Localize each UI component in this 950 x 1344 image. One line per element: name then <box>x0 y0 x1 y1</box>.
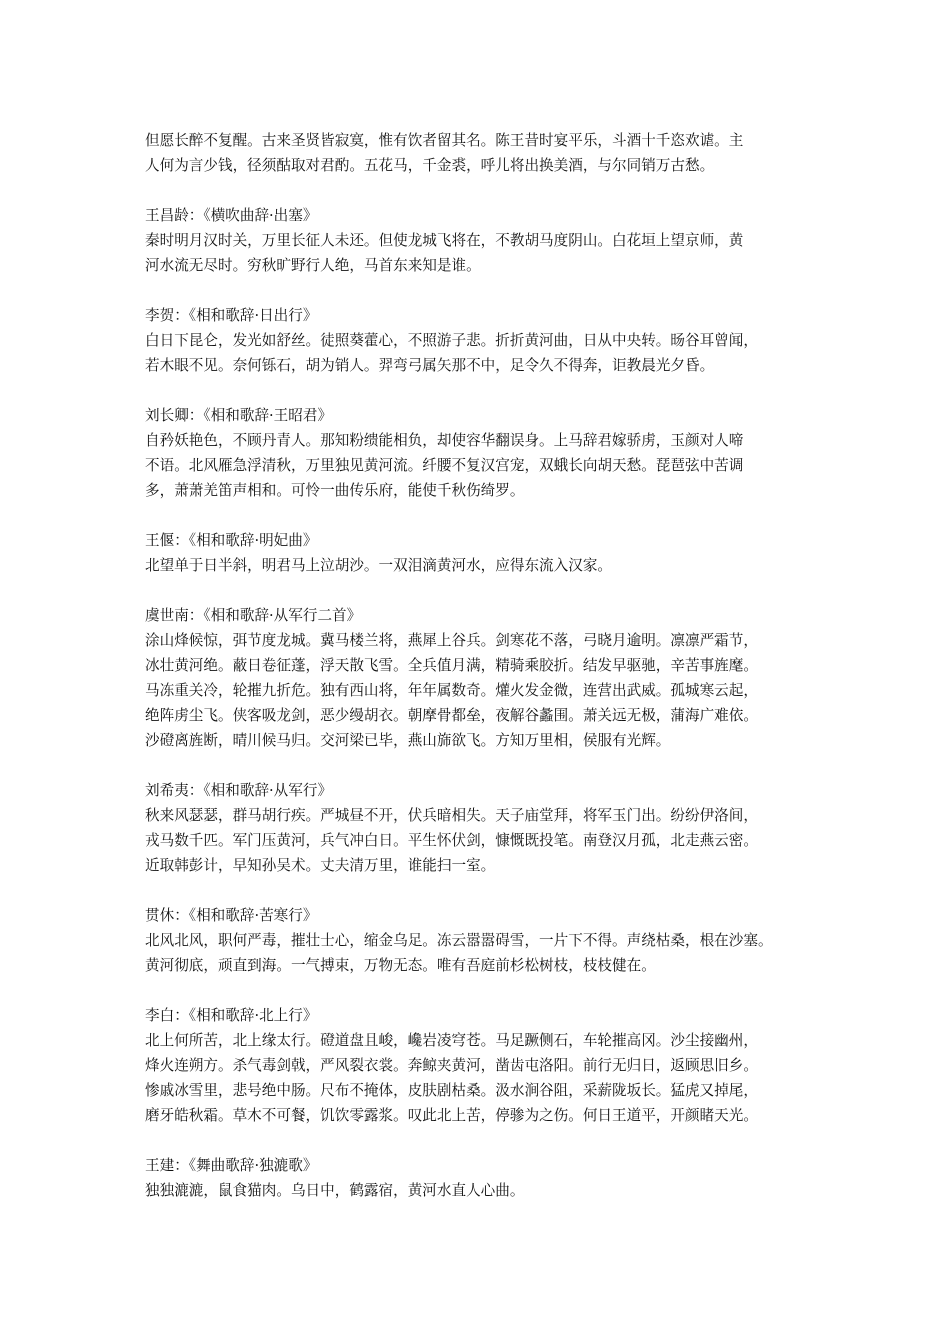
text-line: 北风北风，职何严毒，摧壮士心，缩金乌足。冻云嚣嚣碍雪，一片下不得。声绕枯桑，根在沙塞。 <box>145 932 773 949</box>
poem-li-bai <box>145 1003 825 1128</box>
text-line: 冰壮黄河绝。蔽日卷征蓬，浮天散飞雪。全兵值月满，精骑乘胶折。结发早驱驰，辛苦事旌麾。 <box>145 657 758 674</box>
poem-heading: 王偃：《相和歌辞·明妃曲》 <box>145 532 318 549</box>
poem-guan-xiu <box>145 903 825 978</box>
poem-text <box>145 428 825 503</box>
text-line: 戎马数千匹。军门压黄河，兵气冲白日。平生怀伏剑，慷慨既投笔。南登汉月孤，北走燕云密。 <box>145 832 758 849</box>
text-line: 近取韩彭计，早知孙吴术。丈夫清万里，谁能扫一室。 <box>145 857 496 874</box>
poem-text <box>145 1178 825 1203</box>
text-line: 秦时明月汉时关，万里长征人未还。但使龙城飞将在，不教胡马度阴山。白花垣上望京师，黄 <box>145 232 744 249</box>
poem-text <box>145 928 825 978</box>
poem-yu-shinan <box>145 603 825 753</box>
poem-text <box>145 803 825 878</box>
text-line: 磨牙皓秋霜。草木不可餐，饥饮零露浆。叹此北上苦，停骖为之伤。何日王道平，开颜睹天光。 <box>145 1107 758 1124</box>
intro-paragraph <box>145 128 825 178</box>
text-line: 黄河彻底，顽直到海。一气搏束，万物无态。唯有吾庭前杉松树枝，枝枝健在。 <box>145 957 656 974</box>
poem-heading: 虞世南：《相和歌辞·从军行二首》 <box>145 607 362 624</box>
poem-wang-jian <box>145 1153 825 1203</box>
poem-wang-changling <box>145 203 825 278</box>
text-line: 北望单于日半斜，明君马上泣胡沙。一双泪滴黄河水，应得东流入汉家。 <box>145 557 613 574</box>
text-line: 秋来风瑟瑟，群马胡行疾。严城昼不开，伏兵暗相失。天子庙堂拜，将军玉门出。纷纷伊洛间， <box>145 807 758 824</box>
text-line: 自矜妖艳色，不顾丹青人。那知粉缋能相负，却使容华翻误身。上马辞君嫁骄虏，玉颜对人啼 <box>145 432 744 449</box>
poem-heading: 王建：《舞曲歌辞·独漉歌》 <box>145 1157 318 1174</box>
poem-heading: 李贺：《相和歌辞·日出行》 <box>145 307 318 324</box>
text-line: 独独漉漉，鼠食猫肉。乌日中，鹤露宿，黄河水直人心曲。 <box>145 1182 525 1199</box>
poem-liu-xiyi <box>145 778 825 878</box>
document-page <box>145 128 825 1228</box>
text-line: 但愿长醉不复醒。古来圣贤皆寂寞，惟有饮者留其名。陈王昔时宴平乐，斗酒十千恣欢谑。主 <box>145 132 744 149</box>
text-line: 涂山烽候惊，弭节度龙城。冀马楼兰将，燕犀上谷兵。剑寒花不落，弓晓月逾明。凛凛严霜节， <box>145 632 758 649</box>
text-line: 马冻重关冷，轮摧九折危。独有西山将，年年属数奇。爟火发金微，连营出武威。孤城寒云起， <box>145 682 758 699</box>
poem-text <box>145 328 825 378</box>
poem-heading: 贯休：《相和歌辞·苦寒行》 <box>145 907 318 924</box>
text-line: 多，萧萧羌笛声相和。可怜一曲传乐府，能使千秋伤绮罗。 <box>145 482 525 499</box>
poem-heading: 刘希夷：《相和歌辞·从军行》 <box>145 782 333 799</box>
poem-heading: 刘长卿：《相和歌辞·王昭君》 <box>145 407 333 424</box>
text-line: 惨戚冰雪里，悲号绝中肠。尺布不掩体，皮肤剧枯桑。汲水涧谷阻，采薪陇坂长。猛虎又掉尾， <box>145 1082 758 1099</box>
text-line: 沙磴离旌断，晴川候马归。交河梁已毕，燕山旆欲飞。方知万里相，侯服有光辉。 <box>145 732 671 749</box>
text-line: 白日下昆仑，发光如舒丝。徒照葵藿心，不照游子悲。折折黄河曲，日从中央转。旸谷耳曾闻， <box>145 332 758 349</box>
poem-text <box>145 1028 825 1128</box>
text-line: 绝阵虏尘飞。侠客吸龙剑，恶少缦胡衣。朝摩骨都垒，夜解谷蠡围。萧关远无极，蒲海广难依。 <box>145 707 758 724</box>
poem-liu-changqing <box>145 403 825 503</box>
poem-wang-yan <box>145 528 825 578</box>
poem-li-he <box>145 303 825 378</box>
poem-heading: 王昌龄：《横吹曲辞·出塞》 <box>145 207 318 224</box>
text-line: 人何为言少钱，径须酤取对君酌。五花马，千金裘，呼儿将出换美酒，与尔同销万古愁。 <box>145 157 715 174</box>
text-line: 不语。北风雁急浮清秋，万里独见黄河流。纤腰不复汉宫宠，双蛾长向胡天愁。琵琶弦中苦调 <box>145 457 744 474</box>
poem-text <box>145 228 825 278</box>
text-line: 烽火连朔方。杀气毒剑戟，严风裂衣裳。奔鲸夹黄河，凿齿屯洛阳。前行无归日，返顾思旧乡。 <box>145 1057 758 1074</box>
text-line: 若木眼不见。奈何铄石，胡为销人。羿弯弓属矢那不中，足令久不得奔，讵教晨光夕昏。 <box>145 357 715 374</box>
text-line: 北上何所苦，北上缘太行。磴道盘且峻，巉岩凌穹苍。马足蹶侧石，车轮摧高冈。沙尘接幽州， <box>145 1032 758 1049</box>
poem-text <box>145 553 825 578</box>
poem-text <box>145 628 825 753</box>
poem-heading: 李白：《相和歌辞·北上行》 <box>145 1007 318 1024</box>
text-line: 河水流无尽时。穷秋旷野行人绝，马首东来知是谁。 <box>145 257 481 274</box>
